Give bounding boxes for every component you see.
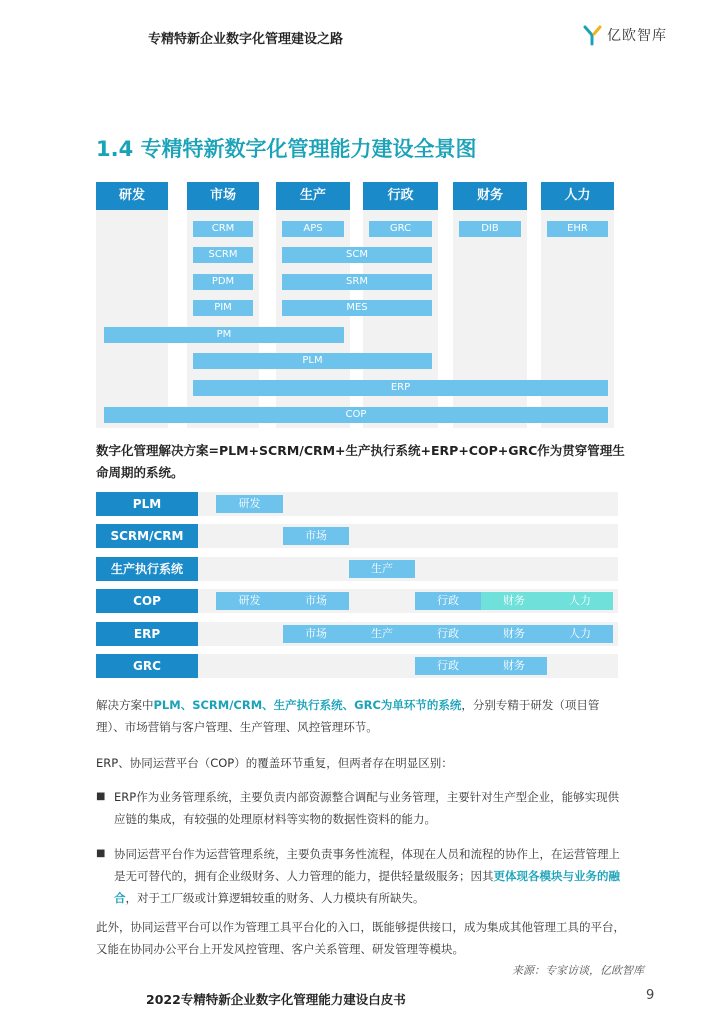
page-number: 9 (646, 988, 655, 1003)
landscape-bar-mes: MES (282, 300, 432, 316)
solution-formula: 数字化管理解决方案=PLM+SCRM/CRM+生产执行系统+ERP+COP+GRC作为贯穿管理生命周期的系统。 (96, 443, 625, 480)
landscape-header-hr: 人力 (541, 182, 614, 210)
bullet-erp: ERP作为业务管理系统，主要负责内部资源整合调配与业务管理，主要针对生产型企业，能够实现供应链的集成，有较强的处理原材料等实物的数据性资料的能力。 (114, 790, 620, 826)
landscape-bar-srm: SRM (282, 274, 432, 290)
matrix-cell-production: 生产 (349, 625, 415, 643)
yiou-logo (582, 24, 667, 46)
matrix-cell-market: 市场 (283, 592, 349, 610)
matrix-cell-finance: 财务 (481, 657, 547, 675)
capability-landscape-diagram (96, 182, 614, 428)
landscape-bar-plm: PLM (193, 353, 432, 369)
logo-mark-icon (582, 24, 604, 46)
system-coverage-matrix (96, 492, 618, 678)
matrix-row-plm (96, 492, 618, 516)
landscape-bar-grc: GRC (369, 221, 432, 237)
paragraph-text: 解决方案中 (96, 698, 154, 712)
highlighted-text: PLM、SCRM/CRM、生产执行系统、GRC为单环节的系统 (153, 698, 462, 712)
landscape-column-bg-rd (96, 182, 168, 428)
footer-title: 2022专精特新企业数字化管理能力建设白皮书 (146, 992, 406, 1007)
source-note: 来源：专家访谈，亿欧智库 (512, 964, 644, 977)
paragraph-text: ，分别专精于研发（项目管理）、市场营销与客户管理、生产管理、风控管理环节。 (96, 698, 600, 734)
landscape-bar-scrm: SCRM (193, 247, 253, 263)
paragraph-single-stage-systems (96, 694, 628, 738)
landscape-bar-pdm: PDM (193, 274, 253, 290)
bullet-square-icon: ■ (96, 848, 106, 859)
landscape-bar-pim: PIM (193, 300, 253, 316)
bullet-cop (114, 843, 628, 909)
matrix-row-cop (96, 589, 618, 613)
logo-text: 亿欧智库 (607, 28, 667, 44)
matrix-cell-production: 生产 (349, 560, 415, 578)
landscape-header-market: 市场 (187, 182, 259, 210)
landscape-bar-crm: CRM (193, 221, 253, 237)
landscape-bar-dib: DIB (459, 221, 521, 237)
section-title: 1.4 专精特新数字化管理能力建设全景图 (96, 137, 477, 161)
landscape-bar-pm: PM (104, 327, 344, 343)
matrix-cell-market: 市场 (283, 625, 349, 643)
landscape-bar-erp: ERP (193, 380, 608, 396)
matrix-cell-hr: 人力 (547, 592, 613, 610)
landscape-bar-scm: SCM (282, 247, 432, 263)
matrix-cell-hr: 人力 (547, 625, 613, 643)
bullet-square-icon: ■ (96, 791, 106, 802)
matrix-row-mes (96, 557, 618, 581)
matrix-cell-rd: 研发 (216, 592, 283, 610)
matrix-cell-finance: 财务 (481, 625, 547, 643)
landscape-header-admin: 行政 (363, 182, 438, 210)
paragraph-text: ，对于工厂级或计算逻辑较重的财务、人力模块有所缺失。 (125, 891, 425, 905)
paragraph-cop-platform: 此外，协同运营平台可以作为管理工具平台化的入口，既能够提供接口，成为集成其他管理工具的平台，又能在协同办公平台上开发风控管理、客户关系管理、研发管理等模块。 (96, 920, 625, 956)
matrix-row-label: 生产执行系统 (96, 557, 198, 581)
paragraph-erp-cop-intro: ERP、协同运营平台（COP）的覆盖环节重复，但两者存在明显区别： (96, 756, 453, 770)
matrix-row-label: COP (96, 589, 198, 613)
matrix-row-scrm-crm (96, 524, 618, 548)
landscape-bar-aps: APS (282, 221, 344, 237)
matrix-cell-finance: 财务 (481, 592, 547, 610)
landscape-header-finance: 财务 (453, 182, 527, 210)
matrix-cell-market: 市场 (283, 527, 349, 545)
paragraph-text: 协同运营平台作为运营管理系统，主要负责事务性流程，体现在人员和流程的协作上，在运营管理上是无可替代的，拥有企业级财务、人力管理的能力，提供轻量级服务；因其 (114, 847, 620, 883)
landscape-bar-ehr: EHR (547, 221, 608, 237)
matrix-cell-rd: 研发 (216, 495, 283, 513)
matrix-row-label: PLM (96, 492, 198, 516)
matrix-cell-admin: 行政 (415, 625, 481, 643)
matrix-cell-admin: 行政 (415, 592, 481, 610)
highlighted-text: 更体现各模块与业务的融合 (114, 869, 620, 905)
matrix-cell-admin: 行政 (415, 657, 481, 675)
landscape-header-production: 生产 (276, 182, 350, 210)
running-header-title: 专精特新企业数字化管理建设之路 (148, 32, 344, 47)
landscape-bar-cop: COP (104, 407, 608, 423)
matrix-row-label: ERP (96, 622, 198, 646)
landscape-header-rd: 研发 (96, 182, 168, 210)
matrix-row-grc (96, 654, 618, 678)
matrix-row-label: GRC (96, 654, 198, 678)
matrix-row-label: SCRM/CRM (96, 524, 198, 548)
matrix-row-erp (96, 622, 618, 646)
